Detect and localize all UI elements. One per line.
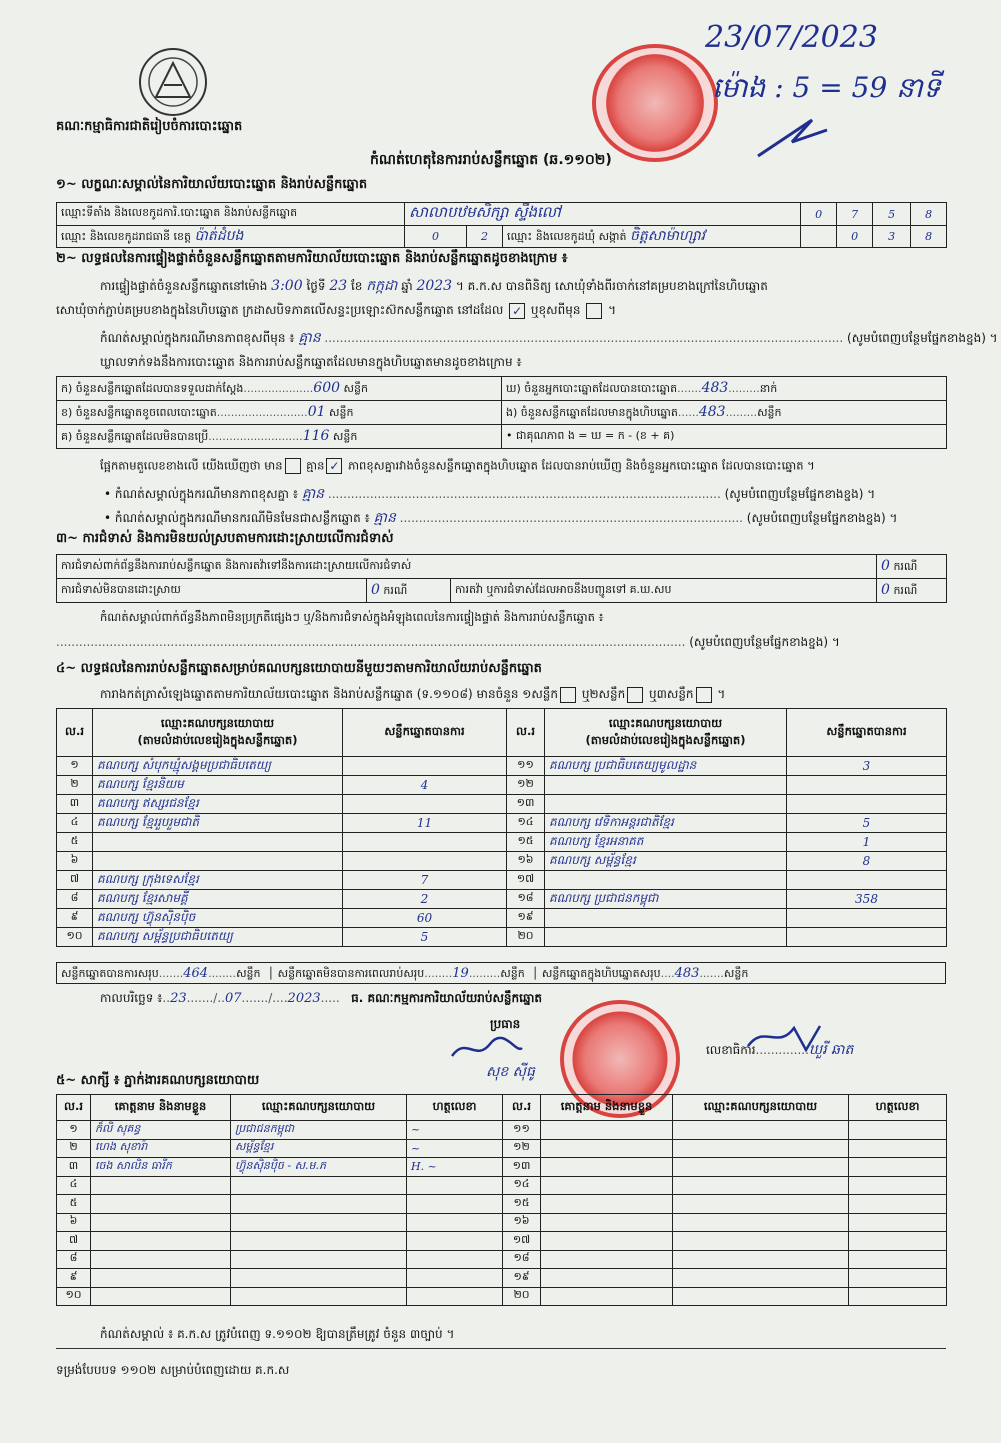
chair-label: ប្រធាន xyxy=(490,1017,521,1031)
row-number: ៨ xyxy=(57,1250,91,1269)
count-b: ខ) ចំនួនសន្លឹកឆ្នោតខូចពេលបោះឆ្នោត..........................01 សន្លឹក xyxy=(57,401,502,425)
row-number: ៦ xyxy=(57,852,93,871)
witness-name xyxy=(541,1176,673,1195)
party-votes xyxy=(343,833,507,852)
party-result-row xyxy=(57,795,947,814)
col-no: ល.រ xyxy=(503,1095,541,1121)
witness-party: ប្រជាជនកម្ពុជា xyxy=(231,1121,407,1140)
commune-code-digit: 0 xyxy=(837,226,873,248)
party-votes: 60 xyxy=(343,909,507,928)
witness-table xyxy=(56,1094,947,1306)
party-result-row xyxy=(57,909,947,928)
col-party: ឈ្មោះគណបក្សនយោបាយ xyxy=(673,1095,849,1121)
row-number: ១ xyxy=(57,757,93,776)
province-label: ឈ្មោះ និងលេខកូដរាជធានី ខេត្ត ប៉ាត់ដំបង xyxy=(57,226,405,248)
handwritten-time: ម៉ោង : 5 = 59 នាទី xyxy=(712,71,941,104)
row-number: ១៥ xyxy=(507,833,545,852)
witness-party xyxy=(673,1158,849,1177)
one-sheet-checkbox[interactable] xyxy=(560,687,576,703)
witness-row xyxy=(57,1232,947,1251)
witness-row xyxy=(57,1269,947,1288)
difference-note-line: កំណត់សម្គាល់ក្នុងករណីមានភាពខុសពីមុន ៖ គ្មាន ........................................................................................................................................ (សូមបំពេញបន្ថែមផ្នែកខាងខ្នង) ។ xyxy=(100,330,998,346)
party-votes: 11 xyxy=(343,814,507,833)
chair-signature xyxy=(446,1034,526,1064)
appeals-value: 0 ករណី xyxy=(877,579,947,603)
witness-signature xyxy=(407,1176,503,1195)
party-votes: 1 xyxy=(787,833,947,852)
witness-row xyxy=(57,1176,947,1195)
party-name: គណបក្ស ហ៊្វុនស៊ិនប៉ិច xyxy=(93,909,343,928)
witness-signature xyxy=(849,1232,947,1251)
party-votes: 358 xyxy=(787,890,947,909)
row-number: ៣ xyxy=(57,795,93,814)
commune-code-digit: 3 xyxy=(873,226,911,248)
col-signature: ហត្ថលេខា xyxy=(407,1095,503,1121)
party-votes: 8 xyxy=(787,852,947,871)
handwritten-date: 23/07/2023 xyxy=(705,20,878,55)
count-d: ឃ) ចំនួនអ្នកបោះឆ្នោតដែលបានបោះឆ្នោត.......483.........នាក់ xyxy=(502,377,947,401)
witness-party: សម្ព័ន្ធខ្មែរ xyxy=(231,1139,407,1158)
witness-party xyxy=(673,1269,849,1288)
witness-name xyxy=(541,1232,673,1251)
witness-signature xyxy=(849,1269,947,1288)
row-number: ១៣ xyxy=(507,795,545,814)
count-a: ក) ចំនួនសន្លឹកឆ្នោតដែលបានទទួលដាក់ស្តែង....................600 សន្លឹក xyxy=(57,377,502,401)
party-results-table xyxy=(56,708,947,947)
official-stamp-top xyxy=(592,44,718,162)
party-result-row xyxy=(57,871,947,890)
witness-name xyxy=(541,1121,673,1140)
col-no: ល.រ xyxy=(57,709,93,757)
party-votes: 7 xyxy=(343,871,507,890)
witness-row xyxy=(57,1139,947,1158)
witness-party xyxy=(231,1287,407,1306)
witness-name xyxy=(91,1176,231,1195)
witness-party xyxy=(231,1232,407,1251)
party-name: គណបក្ស ខ្មែរនិយម xyxy=(93,776,343,795)
party-votes xyxy=(343,852,507,871)
row-number: ៦ xyxy=(57,1213,91,1232)
party-result-row xyxy=(57,890,947,909)
section4-heading: ៤~ លទ្ធផលនៃការរាប់សន្លឹកឆ្នោតសម្រាប់គណបក្សនយោបាយនីមួយៗតាមការិយាល័យរាប់សន្លឹកឆ្នោត xyxy=(56,661,542,676)
row-number: ៧ xyxy=(57,1232,91,1251)
row-number: ១២ xyxy=(503,1139,541,1158)
witness-party xyxy=(231,1250,407,1269)
witness-signature xyxy=(407,1287,503,1306)
party-name: គណបក្ស សំបុកឃ្មុំសង្គមប្រជាធិបតេយ្យ xyxy=(93,757,343,776)
witness-party xyxy=(231,1269,407,1288)
complaints-table xyxy=(56,554,947,603)
party-votes xyxy=(787,909,947,928)
irregularity-note-line: ..................................................................................................................................................................... (សូមបំពេញបន្ថែមផ្នែកខាងខ្នង) ។ xyxy=(56,635,840,649)
discrepancy-sentence: ផ្អែកតាមតួលេខខាងលើ យើងឃើញថា មាន គ្មាន ✓ ភាពខុសគ្នារវាងចំនួនសន្លឹកឆ្នោតក្នុងហិបឆ្នោត ដែលបានរាប់ឃើញ និងចំនួនអ្នកបោះឆ្នោត ដែលបានបោះឆ្នោត ។ xyxy=(100,458,815,473)
party-name: គណបក្ស សម្ព័ន្ធប្រជាធិបតេយ្យ xyxy=(93,928,343,947)
party-name: គណបក្ស ខ្មែរសាមគ្គី xyxy=(93,890,343,909)
non-ballot-note-bullet: • កំណត់សម្គាល់ក្នុងករណីមានករណីមិនមែនជាសន្លឹកឆ្នោត ៖ គ្មាន .......................................................................................... (សូមបំពេញបន្ថែមផ្នែកខាងខ្នង) ។ xyxy=(104,510,898,526)
party-name xyxy=(545,795,787,814)
party-name xyxy=(545,909,787,928)
col-no: ល.រ xyxy=(57,1095,91,1121)
witness-signature: ~ xyxy=(407,1139,503,1158)
witness-signature xyxy=(407,1269,503,1288)
party-votes: 5 xyxy=(787,814,947,833)
row-number: ៥ xyxy=(57,833,93,852)
totals-row: សន្លឹកឆ្នោតបានការសរុប.......464........សន្លឹក │ សន្លឹកឆ្នោតមិនបានការពេលរាប់សរុប........19.........សន្លឹក │ សន្លឹកឆ្នោតក្នុងហិបឆ្នោតសរុប....483.......សន្លឹក xyxy=(56,962,946,984)
row-number: ១៩ xyxy=(507,909,545,928)
party-result-row xyxy=(57,776,947,795)
location-value: សាលាបឋមសិក្សា ស្ទឹងលៅ xyxy=(405,203,801,226)
party-name: គណបក្ស ឥស្សរជនខ្មែរ xyxy=(93,795,343,814)
col-party: ឈ្មោះគណបក្សនយោបាយ (តាមលំដាប់លេខរៀងក្នុងសន្លឹកឆ្នោត) xyxy=(545,709,787,757)
witness-signature xyxy=(849,1176,947,1195)
commune-code-digit: 8 xyxy=(911,226,947,248)
row-number: ១៨ xyxy=(503,1250,541,1269)
witness-row xyxy=(57,1213,947,1232)
witness-name xyxy=(91,1195,231,1214)
section2-heading: ២~ លទ្ធផលនៃការផ្ទៀងផ្ទាត់ចំនួនសន្លឹកឆ្នោតតាមការិយាល័យបោះឆ្នោត និងរាប់សន្លឹកឆ្នោតដូចខាងក្រោម ៖ xyxy=(56,251,568,266)
witness-name xyxy=(541,1195,673,1214)
party-name: គណបក្ស សម្ព័ន្ធខ្មែរ xyxy=(545,852,787,871)
party-name: គណបក្ស វេទិកាអន្តរជាតិខ្មែរ xyxy=(545,814,787,833)
count-formula: • ជាគុណភាព ង = ឃ = ក - (ខ + គ) xyxy=(502,425,947,449)
party-votes xyxy=(787,871,947,890)
nec-emblem-icon xyxy=(136,45,210,119)
col-votes: សន្លឹកឆ្នោតបានការ xyxy=(343,709,507,757)
row-number: ៧ xyxy=(57,871,93,890)
party-result-row xyxy=(57,928,947,947)
row-number: ១០ xyxy=(57,928,93,947)
party-name: គណបក្ស ប្រជាធិបតេយ្យមូលដ្ឋាន xyxy=(545,757,787,776)
row-number: ២០ xyxy=(507,928,545,947)
two-sheet-checkbox[interactable] xyxy=(627,687,643,703)
col-name: គោត្តនាម និងនាមខ្លួន xyxy=(541,1095,673,1121)
witness-signature xyxy=(849,1139,947,1158)
witness-party xyxy=(673,1250,849,1269)
verification-sentence: ការផ្ទៀងផ្ទាត់ចំនួនសន្លឹកឆ្នោតនៅម៉ោង 3:00 ថ្ងៃទី 23 ខែ កក្កដា ឆ្នាំ 2023 ។ គ.ក.ស បានពិនិត្យ សោឃុំទាំងពីរចាក់នៅគម្របខាងក្រៅនៃហិបឆ្នោត xyxy=(100,278,768,294)
province-code-digit: 0 xyxy=(405,226,467,248)
row-number: ៤ xyxy=(57,1176,91,1195)
row-number: ១៤ xyxy=(503,1176,541,1195)
secretary-signature xyxy=(744,1020,824,1056)
location-table xyxy=(56,202,947,248)
three-sheet-checkbox[interactable] xyxy=(696,687,712,703)
row-number: ៨ xyxy=(57,890,93,909)
witness-signature xyxy=(849,1287,947,1306)
row-number: ១៨ xyxy=(507,890,545,909)
witness-row xyxy=(57,1250,947,1269)
location-code-digit: 8 xyxy=(911,203,947,226)
row-number: ១៩ xyxy=(503,1269,541,1288)
witness-signature: ~ xyxy=(407,1121,503,1140)
row-number: ១៧ xyxy=(507,871,545,890)
signing-date: កាលបរិច្ឆេទ ៖..23......./..07......./....2023..... ធ. គណៈកម្មការការិយាល័យរាប់សន្លឹកឆ្នោត xyxy=(100,991,542,1006)
party-name xyxy=(545,928,787,947)
witness-party xyxy=(673,1121,849,1140)
witness-signature xyxy=(407,1250,503,1269)
witness-name xyxy=(91,1287,231,1306)
col-party: ឈ្មោះគណបក្សនយោបាយ (តាមលំដាប់លេខរៀងក្នុងសន្លឹកឆ្នោត) xyxy=(93,709,343,757)
witness-signature xyxy=(849,1213,947,1232)
row-number: ១១ xyxy=(507,757,545,776)
row-number: ៩ xyxy=(57,1269,91,1288)
unresolved-value: 0 ករណី xyxy=(367,579,451,603)
witness-name xyxy=(541,1269,673,1288)
party-name xyxy=(93,852,343,871)
party-name xyxy=(545,776,787,795)
form-footer: ទម្រង់បែបបទ ១១០២ សម្រាប់បំពេញដោយ គ.ក.ស xyxy=(56,1363,290,1377)
party-votes: 2 xyxy=(343,890,507,909)
party-name: គណបក្ស ខ្មែរអនាគត xyxy=(545,833,787,852)
row-number: ១ xyxy=(57,1121,91,1140)
col-party: ឈ្មោះគណបក្សនយោបាយ xyxy=(231,1095,407,1121)
party-votes xyxy=(343,795,507,814)
section3-heading: ៣~ ការជំទាស់ និងការមិនយល់ស្របតាមការដោះស្រាយលើការជំទាស់ xyxy=(56,531,394,546)
witness-party xyxy=(673,1195,849,1214)
witness-row xyxy=(57,1195,947,1214)
party-votes xyxy=(787,928,947,947)
row-number: ១៤ xyxy=(507,814,545,833)
verification-sentence-2: សោឃុំចាក់ភ្ជាប់គម្របខាងក្នុងនៃហិបឆ្នោត ក្រដាសបិទភាគលើសន្ទះប្រឡោះស៊កសន្លឹកឆ្នោត នៅដដែល ✓ ឬខុសពីមុន ។ xyxy=(56,303,616,318)
witness-name xyxy=(91,1269,231,1288)
witness-signature xyxy=(407,1213,503,1232)
row-number: ១៧ xyxy=(503,1232,541,1251)
witness-signature xyxy=(849,1195,947,1214)
party-name: គណបក្ស ប្រជាជនកម្ពុជា xyxy=(545,890,787,909)
location-code-digit: 0 xyxy=(801,203,837,226)
witness-name xyxy=(91,1250,231,1269)
row-number: ៣ xyxy=(57,1158,91,1177)
witness-signature: H. ~ xyxy=(407,1158,503,1177)
witness-name xyxy=(541,1139,673,1158)
party-result-row xyxy=(57,852,947,871)
witness-name xyxy=(541,1213,673,1232)
party-votes: 3 xyxy=(787,757,947,776)
organization-name: គណៈកម្មាធិការជាតិរៀបចំការបោះឆ្នោត xyxy=(56,119,243,134)
row-number: ១១ xyxy=(503,1121,541,1140)
ballot-counts-table xyxy=(56,376,947,449)
col-no: ល.រ xyxy=(507,709,545,757)
location-code-digit: 7 xyxy=(837,203,873,226)
has-difference-checkbox[interactable] xyxy=(285,458,301,474)
location-code-digit: 5 xyxy=(873,203,911,226)
party-result-row xyxy=(57,757,947,776)
party-result-row xyxy=(57,814,947,833)
province-code-digit: 2 xyxy=(467,226,503,248)
top-signature xyxy=(752,112,832,162)
footer-note: កំណត់សម្គាល់ ៖ គ.ក.ស ត្រូវបំពេញ ទ.១១០២ ឱ្យបានត្រឹមត្រូវ ចំនួន ៣ច្បាប់ ។ xyxy=(100,1327,455,1341)
count-c: គ) ចំនួនសន្លឹកឆ្នោតដែលមិនបានប្រើ...........................116 សន្លឹក xyxy=(57,425,502,449)
witness-signature xyxy=(407,1232,503,1251)
row-number: ១៦ xyxy=(507,852,545,871)
witness-signature xyxy=(407,1195,503,1214)
row-number: ៩ xyxy=(57,909,93,928)
row-number: ៥ xyxy=(57,1195,91,1214)
witness-party xyxy=(673,1287,849,1306)
row-number: ២០ xyxy=(503,1287,541,1306)
row-number: ១០ xyxy=(57,1287,91,1306)
witness-name xyxy=(91,1232,231,1251)
party-name: គណបក្ស ក្រុងទេសខ្មែរ xyxy=(93,871,343,890)
witness-party xyxy=(231,1213,407,1232)
complaints-value: 0 ករណី xyxy=(877,555,947,579)
party-votes: 5 xyxy=(343,928,507,947)
irregularity-note: កំណត់សម្គាល់ពាក់ព័ន្ធនឹងភាពមិនប្រក្រតីផ្សេងៗ ឬ/និងការជំទាស់ក្នុងអំឡុងពេលនៃការផ្ទៀងផ្ទាត់ និងការរាប់សន្លឹកឆ្នោត ៖ xyxy=(100,610,604,624)
witness-signature xyxy=(849,1121,947,1140)
appeals-label: ការតវ៉ា ឬការជំទាស់ដែលអាចនឹងបញ្ជូនទៅ គ.ឃ.សប xyxy=(451,579,877,603)
party-result-row xyxy=(57,833,947,852)
party-votes: 4 xyxy=(343,776,507,795)
witness-party: ហ៊្វុនស៊ិនប៉ិច - ស.ម.ភ xyxy=(231,1158,407,1177)
witness-party xyxy=(673,1176,849,1195)
no-difference-checkbox[interactable]: ✓ xyxy=(326,458,342,474)
witness-name: ចេង សាលិន ធារីក xyxy=(91,1158,231,1177)
witness-name xyxy=(541,1158,673,1177)
commune-label: ឈ្មោះ និងលេខកូដឃុំ សង្កាត់ ចិត្តសាម៉ាហ្សាវ xyxy=(503,226,801,248)
location-label: ឈ្មោះទីតាំង និងលេខកូដការិ.បោះឆ្នោត និងរាប់សន្លឹកឆ្នោត xyxy=(57,203,405,226)
witness-party xyxy=(231,1195,407,1214)
col-signature: ហត្ថលេខា xyxy=(849,1095,947,1121)
col-votes: សន្លឹកឆ្នោតបានការ xyxy=(787,709,947,757)
row-number: ១២ xyxy=(507,776,545,795)
complaints-label: ការជំទាស់ពាក់ព័ន្ធនឹងការរាប់សន្លឹកឆ្នោត និងការតវ៉ាទៅនឹងការដោះស្រាយលើការជំទាស់ xyxy=(57,555,877,579)
section1-heading: ១~ លក្ខណៈសម្គាល់នៃការិយាល័យបោះឆ្នោត និងរាប់សន្លឹកឆ្នោត xyxy=(56,177,368,192)
row-number: ១៦ xyxy=(503,1213,541,1232)
unchanged-checkbox[interactable]: ✓ xyxy=(509,303,525,319)
witness-row xyxy=(57,1158,947,1177)
witness-row xyxy=(57,1287,947,1306)
witness-name xyxy=(541,1250,673,1269)
witness-name xyxy=(91,1213,231,1232)
secretary-line: លេខាធិការ..............ឃួរី ឆាត xyxy=(706,1042,854,1058)
changed-checkbox[interactable] xyxy=(586,303,602,319)
count-e: ង) ចំនួនសន្លឹកឆ្នោតដែលមានក្នុងហិបឆ្នោត......483.........សន្លឹក xyxy=(502,401,947,425)
party-votes xyxy=(343,757,507,776)
difference-note-bullet: • កំណត់សម្គាល់ក្នុងករណីមានភាពខុសគ្នា ៖ គ្មាន ....................................................................................................... (សូមបំពេញបន្ថែមផ្នែកខាងខ្នង) ។ xyxy=(104,486,876,502)
chair-name: សុខ ស៊ីធូ xyxy=(486,1064,535,1080)
witness-name: ហេង សុខារ៉ា xyxy=(91,1139,231,1158)
counts-intro: ឃ្លាលទាក់ទងនឹងការបោះឆ្នោត និងការរាប់សន្លឹកឆ្នោតដែលមានក្នុងហិបឆ្នោតមានដូចខាងក្រោម ៖ xyxy=(100,355,522,369)
party-name xyxy=(93,833,343,852)
unresolved-label: ការជំទាស់មិនបានដោះស្រាយ xyxy=(57,579,367,603)
witness-name: ក៏លិ សុគន្ធ xyxy=(91,1121,231,1140)
witness-party xyxy=(673,1139,849,1158)
party-votes xyxy=(787,776,947,795)
row-number: ២ xyxy=(57,1139,91,1158)
witness-signature xyxy=(849,1158,947,1177)
witness-party xyxy=(231,1176,407,1195)
row-number: ១៣ xyxy=(503,1158,541,1177)
col-name: គោត្តនាម និងនាមខ្លួន xyxy=(91,1095,231,1121)
witness-party xyxy=(673,1213,849,1232)
row-number: ៤ xyxy=(57,814,93,833)
witness-signature xyxy=(849,1250,947,1269)
row-number: ១៥ xyxy=(503,1195,541,1214)
party-name: គណបក្ស ខ្មែររួបរួមជាតិ xyxy=(93,814,343,833)
witness-party xyxy=(673,1232,849,1251)
tally-sheet-count: ការាងកត់ត្រាសំឡេងឆ្នោតតាមការិយាល័យបោះឆ្នោត និងរាប់សន្លឹកឆ្នោត (ទ.១១០៨) មានចំនួន ១សន្លឹក ឬ២សន្លឹក ឬ៣សន្លឹក ។ xyxy=(100,687,726,701)
witness-name xyxy=(541,1287,673,1306)
row-number: ២ xyxy=(57,776,93,795)
form-title: កំណត់ហេតុនៃការរាប់សន្លឹកឆ្នោត (ឆ.១១០២) xyxy=(370,152,612,168)
section5-heading: ៥~ សាក្សី ៖ ភ្នាក់ងារគណបក្សនយោបាយ xyxy=(56,1073,260,1088)
party-votes xyxy=(787,795,947,814)
party-name xyxy=(545,871,787,890)
witness-row xyxy=(57,1121,947,1140)
